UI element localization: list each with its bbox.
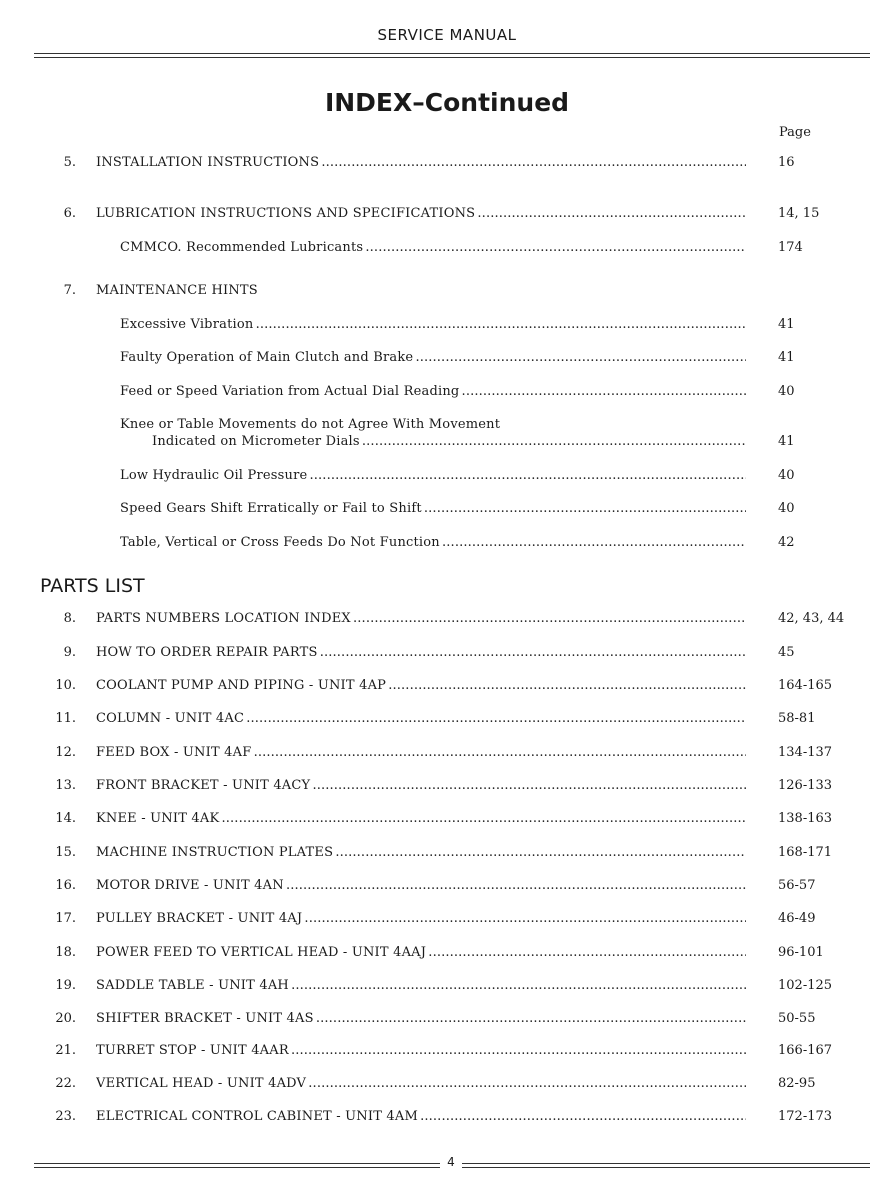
entry-page: 14, 15 <box>778 206 820 221</box>
entry-page: 56-57 <box>778 878 816 893</box>
footer-rule-right-2 <box>458 1167 870 1168</box>
entry-number: 9. <box>63 645 76 660</box>
entry-title: Low Hydraulic Oil Pressure . . . <box>120 468 746 483</box>
entry-title: MOTOR DRIVE - UNIT 4AN . . . <box>96 878 746 893</box>
entry-page: 40 <box>778 501 795 516</box>
index-entry <box>0 811 894 831</box>
entry-page: 45 <box>778 645 795 660</box>
index-entry <box>0 1109 894 1129</box>
entry-page: 96-101 <box>778 945 824 960</box>
entry-number: 5. <box>63 155 76 170</box>
entry-page: 50-55 <box>778 1011 816 1026</box>
entry-title: PARTS NUMBERS LOCATION INDEX . . . <box>96 611 746 626</box>
entry-number: 6. <box>63 206 76 221</box>
entry-title: COLUMN - UNIT 4AC . . . <box>96 711 746 726</box>
entry-title: HOW TO ORDER REPAIR PARTS . . . <box>96 645 746 660</box>
entry-number: 20. <box>55 1011 76 1026</box>
page-column-label: Page <box>779 125 811 140</box>
entry-title: KNEE - UNIT 4AK . . . <box>96 811 746 826</box>
index-entry <box>0 678 894 698</box>
entry-title: Indicated on Micrometer Dials . . . <box>152 434 746 449</box>
entry-title: INSTALLATION INSTRUCTIONS . . . <box>96 155 746 170</box>
index-entry <box>0 611 894 631</box>
entry-title: MACHINE INSTRUCTION PLATES . . . <box>96 845 746 860</box>
entry-number: 22. <box>55 1076 76 1091</box>
entry-number: 14. <box>55 811 76 826</box>
index-entry <box>0 778 894 798</box>
entry-title: SHIFTER BRACKET - UNIT 4AS . . . <box>96 1011 746 1026</box>
entry-page: 102-125 <box>778 978 833 993</box>
entry-number: 7. <box>63 283 76 298</box>
index-entry <box>0 1043 894 1063</box>
index-entry <box>0 845 894 865</box>
section-heading-parts-list: PARTS LIST <box>40 575 145 597</box>
entry-page: 41 <box>778 317 795 332</box>
index-entry <box>0 468 894 488</box>
entry-title: Speed Gears Shift Erratically or Fail to Shift . . . <box>120 501 746 516</box>
footer-rule-left-2 <box>34 1167 444 1168</box>
entry-page: 58-81 <box>778 711 816 726</box>
footer-rule-left <box>34 1163 444 1164</box>
entry-page: 138-163 <box>778 811 833 826</box>
entry-number: 10. <box>55 678 76 693</box>
page-number: 4 <box>440 1155 462 1169</box>
entry-title: Excessive Vibration . . . <box>120 317 746 332</box>
entry-title: POWER FEED TO VERTICAL HEAD - UNIT 4AAJ . . . <box>96 945 746 960</box>
entry-title: CMMCO. Recommended Lubricants . . . <box>120 240 746 255</box>
index-entry <box>0 240 894 260</box>
entry-number: 23. <box>55 1109 76 1124</box>
index-entry <box>0 501 894 521</box>
entry-number: 11. <box>55 711 76 726</box>
index-entry <box>0 945 894 965</box>
entry-title: Feed or Speed Variation from Actual Dial Reading . . . <box>120 384 746 399</box>
entry-page: 168-171 <box>778 845 833 860</box>
entry-title: FRONT BRACKET - UNIT 4ACY . . . <box>96 778 746 793</box>
entry-title: SADDLE TABLE - UNIT 4AH . . . <box>96 978 746 993</box>
entry-number: 17. <box>55 911 76 926</box>
index-entry <box>0 1076 894 1096</box>
entry-page: 164-165 <box>778 678 833 693</box>
index-entry <box>0 535 894 555</box>
entry-page: 41 <box>778 434 795 449</box>
header-title: SERVICE MANUAL <box>377 26 517 44</box>
index-entry <box>0 978 894 998</box>
index-entry <box>0 434 894 454</box>
header-rule-2 <box>34 57 870 58</box>
entry-page: 126-133 <box>778 778 833 793</box>
entry-page: 174 <box>778 240 803 255</box>
entry-title: Table, Vertical or Cross Feeds Do Not Function . . . <box>120 535 746 550</box>
index-entry <box>0 745 894 765</box>
index-entry <box>0 350 894 370</box>
entry-page: 42 <box>778 535 795 550</box>
entry-page: 40 <box>778 384 795 399</box>
entry-number: 8. <box>63 611 76 626</box>
entry-number: 12. <box>55 745 76 760</box>
header-rule <box>34 53 870 54</box>
index-entry <box>0 878 894 898</box>
index-entry <box>0 283 894 303</box>
entry-page: 16 <box>778 155 795 170</box>
index-entry <box>0 206 894 226</box>
entry-number: 21. <box>55 1043 76 1058</box>
entry-number: 16. <box>55 878 76 893</box>
index-entry <box>0 155 894 175</box>
entry-title: TURRET STOP - UNIT 4AAR . . . <box>96 1043 746 1058</box>
entry-page: 172-173 <box>778 1109 833 1124</box>
entry-title: PULLEY BRACKET - UNIT 4AJ . . . <box>96 911 746 926</box>
entry-page: 41 <box>778 350 795 365</box>
index-entry <box>0 711 894 731</box>
index-entry <box>0 384 894 404</box>
entry-page: 82-95 <box>778 1076 816 1091</box>
entry-page: 42, 43, 44 <box>778 611 845 626</box>
entry-number: 18. <box>55 945 76 960</box>
entry-page: 46-49 <box>778 911 816 926</box>
entry-page: 166-167 <box>778 1043 833 1058</box>
entry-number: 15. <box>55 845 76 860</box>
entry-title: Faulty Operation of Main Clutch and Brake . . . <box>120 350 746 365</box>
index-entry <box>0 911 894 931</box>
entry-number: 13. <box>55 778 76 793</box>
entry-title: Knee or Table Movements do not Agree With Movement <box>120 417 501 432</box>
entry-page: 134-137 <box>778 745 833 760</box>
entry-number: 19. <box>55 978 76 993</box>
entry-title: VERTICAL HEAD - UNIT 4ADV . . . <box>96 1076 746 1091</box>
page-title: INDEX–Continued <box>324 88 570 117</box>
index-entry <box>0 1011 894 1031</box>
entry-title: MAINTENANCE HINTS <box>96 283 258 298</box>
index-entry <box>0 317 894 337</box>
entry-title: ELECTRICAL CONTROL CABINET - UNIT 4AM . . . <box>96 1109 746 1124</box>
footer-rule-right <box>458 1163 870 1164</box>
entry-title: FEED BOX - UNIT 4AF . . . <box>96 745 746 760</box>
index-entry <box>0 645 894 665</box>
entry-title: LUBRICATION INSTRUCTIONS AND SPECIFICATIONS . . . <box>96 206 746 221</box>
entry-page: 40 <box>778 468 795 483</box>
entry-title: COOLANT PUMP AND PIPING - UNIT 4AP . . . <box>96 678 746 693</box>
